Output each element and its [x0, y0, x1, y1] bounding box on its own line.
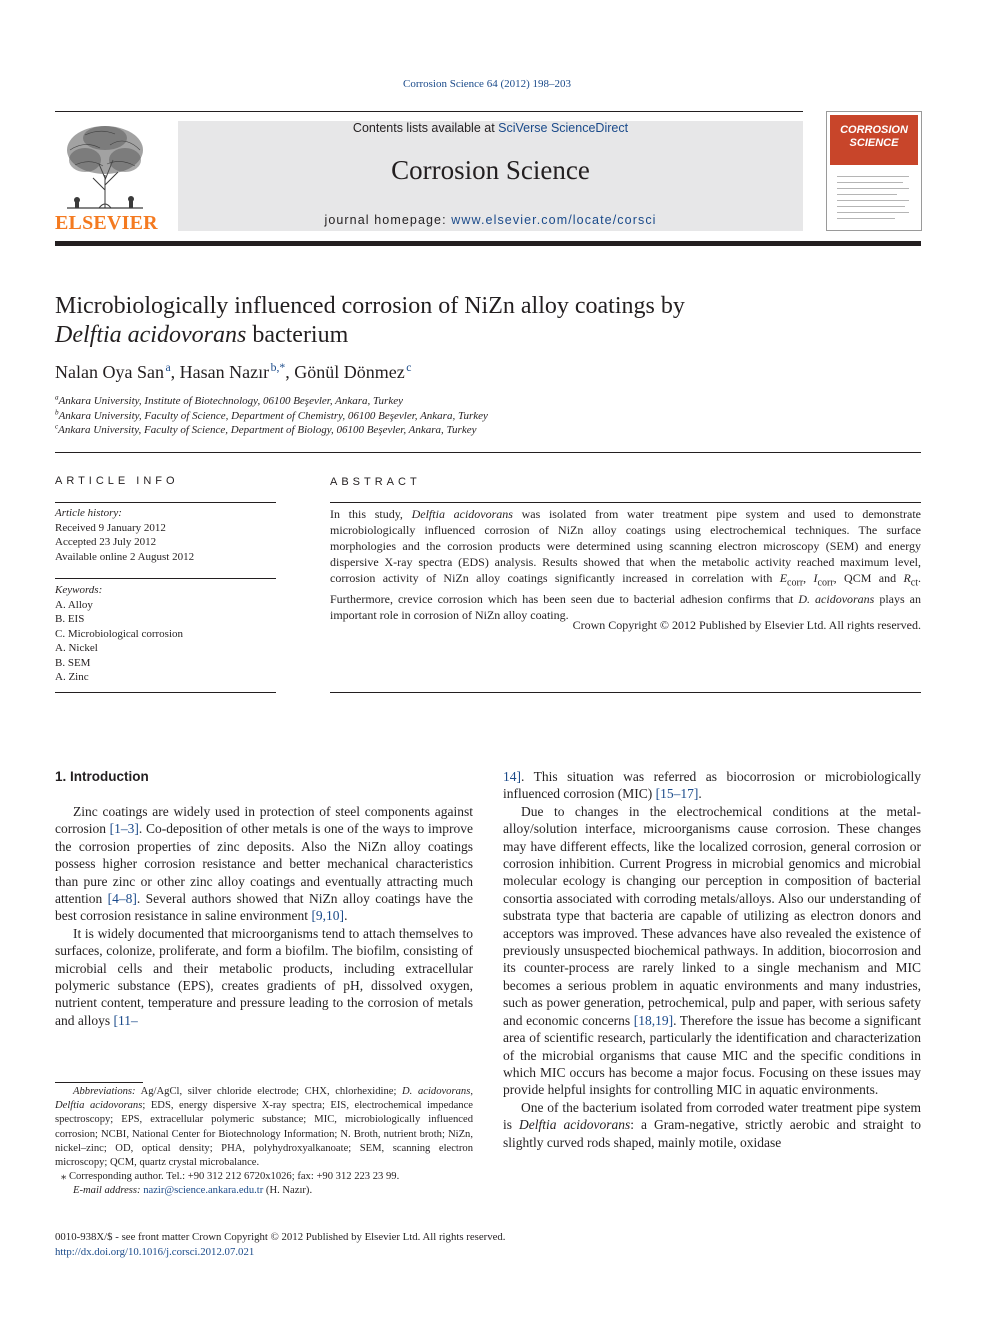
body-column-left: [55, 803, 473, 1029]
homepage-link[interactable]: www.elsevier.com/locate/corsci: [451, 213, 657, 227]
body-column-right: [503, 768, 921, 1151]
section-heading-introduction: 1. Introduction: [55, 769, 149, 784]
article-history: [55, 506, 194, 564]
abstract-species-short: D. acidovorans: [798, 592, 875, 607]
rct-subscript: ct: [910, 577, 919, 589]
cover-text-line: [837, 200, 909, 201]
citation-link[interactable]: 14]: [503, 769, 521, 784]
journal-reference[interactable]: Corrosion Science 64 (2012) 198–203: [402, 78, 572, 90]
body-paragraph: [503, 1099, 921, 1151]
body-paragraph: [55, 925, 473, 1029]
cover-text-line: [837, 206, 905, 207]
affiliation: [55, 424, 476, 436]
keyword: A. Zinc: [55, 671, 89, 683]
keyword: B. EIS: [55, 613, 85, 625]
citation-link[interactable]: [15–17]: [655, 786, 699, 802]
title-line-2-rest: bacterium: [246, 322, 349, 348]
abbreviations-footnote: [55, 1085, 473, 1170]
article-info-rule: [55, 502, 276, 503]
citation-link[interactable]: [9,10]: [311, 908, 345, 924]
issn-line: 0010-938X/$ - see front matter Crown Copyright © 2012 Published by Elsevier Ltd. All rights reserved.: [55, 1231, 506, 1243]
keyword: A. Nickel: [55, 642, 98, 654]
author-affil-mark[interactable]: a: [165, 361, 171, 374]
citation-link[interactable]: [4–8]: [107, 891, 137, 907]
paragraph-text: Due to changes in the electrochemical conditions at the metal-alloy/solution interface, microorganisms cause corrosion. These changes may have different effects, like the localized corrosion, general corrosion or corrosion inhibition. Current Progress in microbial genomics and microbial molecular ecology is changing our perception in composition of bacterial consortia associated with corroding metals/alloys. Also our understanding of substrata type that bacteria are capable of utilizing as electron donors and acceptors was improved. These advances have also revealed the existence of previously unsuspected biochemical pathways. In addition, biocorrosion and its counter-process are rarely linked to a single mechanism and MIC becomes a serious problem in aquatic environments and many industries, such as power generation, petrochemical, pulp and paper, with serious safety and economic concerns: [503, 803, 921, 1028]
abstract-top-rule: [330, 502, 921, 503]
abstract-part: . Furthermore, crevice corrosion which has been seen due to bacterial adhesion confirms that: [330, 571, 922, 607]
sciencedirect-link[interactable]: SciVerse ScienceDirect: [498, 121, 629, 135]
footnote-rule: [55, 1082, 143, 1083]
body-paragraph: [503, 803, 921, 1099]
journal-homepage: [178, 213, 803, 227]
citation-link[interactable]: [1–3]: [109, 821, 139, 837]
footnote-species: Delftia acidovorans: [55, 1100, 143, 1112]
article-info-heading: ARTICLE INFO: [55, 475, 179, 487]
author-name[interactable]: Hasan Nazır: [179, 362, 270, 382]
abstract-part: In this study,: [330, 507, 412, 521]
affiliation-mark: b: [55, 408, 59, 417]
keyword: A. Alloy: [55, 598, 93, 611]
history-received: Received 9 January 2012: [55, 521, 166, 534]
body-paragraph: [55, 803, 473, 925]
contents-prefix: Contents lists available at: [352, 121, 499, 135]
affiliation-text: Ankara University, Institute of Biotechnology, 06100 Beşevler, Ankara, Turkey: [58, 395, 403, 407]
keywords-list: [55, 583, 183, 685]
affiliation: [55, 410, 488, 422]
abstract-part: plays an important role in corrosion of NiZn alloy coating.: [330, 592, 921, 623]
footnote-species: D. acidovorans: [402, 1086, 471, 1097]
keyword: B. SEM: [55, 656, 91, 669]
citation-link[interactable]: [18,19]: [633, 1012, 674, 1028]
abstract-separator: ,: [803, 571, 814, 585]
contents-availability: [178, 121, 803, 135]
article-title: [55, 292, 921, 350]
journal-title: Corrosion Science: [391, 155, 590, 185]
abstract-part: was isolated from water treatment pipe system and used to demonstrate microbiologically influenced corrosion of NiZn alloy coatings using electrochemical techniques. The surface morphologies and the corrosion products were determined using scanning electron microscopy (SEM) and energy dispersive X-ray spectra (EDS) analysis. Results showed that when the metabolic activity reached maximum level, corrosion activity of NiZn alloy coatings significantly increased in correlation with: [330, 507, 922, 585]
elsevier-wordmark: ELSEVIER: [55, 212, 158, 234]
affiliation-text: Ankara University, Faculty of Science, Department of Biology, 06100 Beşevler, Ankara, Turkey: [58, 424, 477, 436]
abstract-species: Delftia acidovorans: [411, 507, 513, 521]
corresponding-author-footnote: [55, 1170, 473, 1184]
ecorr-symbol: E: [779, 571, 788, 585]
abstract-copyright: Crown Copyright © 2012 Published by Elsevier Ltd. All rights reserved.: [572, 618, 921, 632]
footnote-text: ; EDS, energy dispersive X-ray spectra; EIS, electrochemical impedance spectroscopy; EPS, extracellular polymeric substance; MIC, microbiologically influenced corrosion; NCBI, National Center for Biotechnology Information; N. Broth, nutrient broth; NiZn, nickel–zinc; OD, optical density; PHA, polyhydroxyalkanoate; SEM, scanning electron microscopy; QCM, quartz crystal microbalance.: [55, 1100, 473, 1169]
cover-text-line: [837, 194, 897, 195]
email-link[interactable]: nazir@science.ankara.edu.tr: [143, 1185, 264, 1197]
affiliation-mark: a: [55, 393, 59, 402]
journal-cover-thumbnail[interactable]: [826, 111, 922, 231]
icorr-symbol: I: [813, 571, 818, 585]
cover-text-line: [837, 218, 895, 219]
footnote-text: Ag/AgCl, silver chloride electrode; CHX, chlorhexidine;: [135, 1086, 403, 1097]
history-online: Available online 2 August 2012: [55, 550, 195, 563]
abbreviations-label: Abbreviations:: [73, 1086, 136, 1097]
cover-title-line-2: SCIENCE: [849, 137, 899, 149]
paragraph-text: . Several authors showed that NiZn alloy coatings have the best corrosion resistance in saline environment: [55, 891, 473, 924]
header-thick-rule: [55, 241, 921, 246]
page-footer: [55, 1230, 506, 1260]
abstract-heading: ABSTRACT: [330, 476, 421, 488]
cover-text-line: [837, 176, 909, 177]
author-affil-mark[interactable]: c: [406, 361, 412, 374]
paragraph-text: : a Gram-negative, strictly aerobic and straight to slightly curved rods shaped, mainly motile, oxidase: [503, 1117, 921, 1150]
keywords-rule: [55, 578, 276, 579]
affiliation-mark: c: [55, 422, 59, 431]
history-accepted: Accepted 23 July 2012: [55, 536, 157, 548]
paragraph-text: .: [344, 908, 348, 924]
cover-title: [830, 124, 918, 150]
footnote-text: ,: [470, 1086, 473, 1097]
header-top-rule: [55, 111, 803, 112]
author-name[interactable]: Gönül Dönmez: [294, 362, 405, 382]
author-affil-mark[interactable]: b,*: [270, 361, 286, 374]
paragraph-text: It is widely documented that microorganisms tend to attach themselves to surfaces, colonize, proliferate, and form a biofilm. The biofilm, consisting of microbial cells and their metabolic products, including extracellular polymeric substance (EPS), creates gradients of pH, dissolved oxygen, nutrient content, temperature and pressure leading to the corrosion of metals and alloys: [55, 925, 473, 1028]
paragraph-text: . Therefore the issue has become a significant area of scientific research, particularly the identification and characterization of the microbial organisms that cause MIC and the specific conditions in which MIC occurs has become a major focus. Focusing on these issues may provide helpful insights for controlling MIC in aquatic environments.: [503, 1012, 921, 1098]
body-paragraph-continued: [503, 768, 921, 803]
ecorr-subscript: corr: [787, 577, 804, 589]
keywords-bottom-rule: [55, 692, 276, 693]
citation-link[interactable]: [11–: [113, 1012, 138, 1028]
author-list: Nalan Oya San $^a$, Hasan Nazır $^{b,*}$, Gönül Dönmez $^c$: [55, 361, 412, 382]
email-label: E-mail address:: [73, 1185, 141, 1197]
cover-title-line-1: CORROSION: [840, 124, 908, 136]
affiliation: [55, 395, 403, 407]
paragraph-text: One of the bacterium isolated from corroded water treatment pipe system is: [503, 1099, 921, 1133]
author-name[interactable]: Nalan Oya San: [55, 362, 164, 382]
footnote-text: (H. Nazır).: [263, 1185, 313, 1197]
corresponding-mark: ⁎: [61, 1171, 67, 1183]
species-name: Delftia acidovorans: [519, 1117, 631, 1133]
affiliation-text: Ankara University, Faculty of Science, Department of Chemistry, 06100 Beşevler, Ankara, Turkey: [58, 410, 488, 422]
email-footnote: [55, 1184, 473, 1198]
history-label: Article history:: [55, 507, 122, 519]
affiliation-rule: [55, 452, 921, 453]
title-species: Delftia acidovorans: [55, 322, 247, 348]
abstract-part: , QCM and: [833, 571, 904, 585]
footnote-text: Corresponding author. Tel.: +90 312 212 6720x1026; fax: +90 312 223 23 99.: [66, 1171, 400, 1183]
paragraph-text: .: [698, 786, 702, 802]
keyword: C. Microbiological corrosion: [55, 627, 184, 640]
paragraph-text: . Co-deposition of other metals is one of the ways to improve the corrosion properties of zinc deposits. Also the NiZn alloy coatings possess higher corrosion resistance and better mechanical characteristics than pure zinc or other zinc alloy coatings and eventually attracting much attention: [55, 821, 473, 907]
paragraph-text: Zinc coatings are widely used in protection of steel components against corrosion: [55, 804, 473, 837]
keywords-label: Keywords:: [55, 584, 103, 596]
abstract-text: [330, 506, 921, 623]
abstract-bottom-rule: [330, 692, 921, 693]
title-line-1: Microbiologically influenced corrosion of NiZn alloy coatings by: [55, 293, 685, 319]
cover-text-line: [837, 212, 909, 213]
cover-text-line: [837, 182, 903, 183]
homepage-prefix: journal homepage:: [324, 213, 452, 227]
rct-symbol: R: [903, 571, 911, 585]
cover-text-line: [837, 188, 909, 189]
footnotes: [55, 1085, 473, 1199]
doi-link[interactable]: http://dx.doi.org/10.1016/j.corsci.2012.07.021: [55, 1246, 255, 1258]
paragraph-text: . This situation was referred as biocorrosion or microbiologically influenced corrosion (MIC): [503, 769, 921, 802]
icorr-subscript: corr: [817, 577, 834, 589]
